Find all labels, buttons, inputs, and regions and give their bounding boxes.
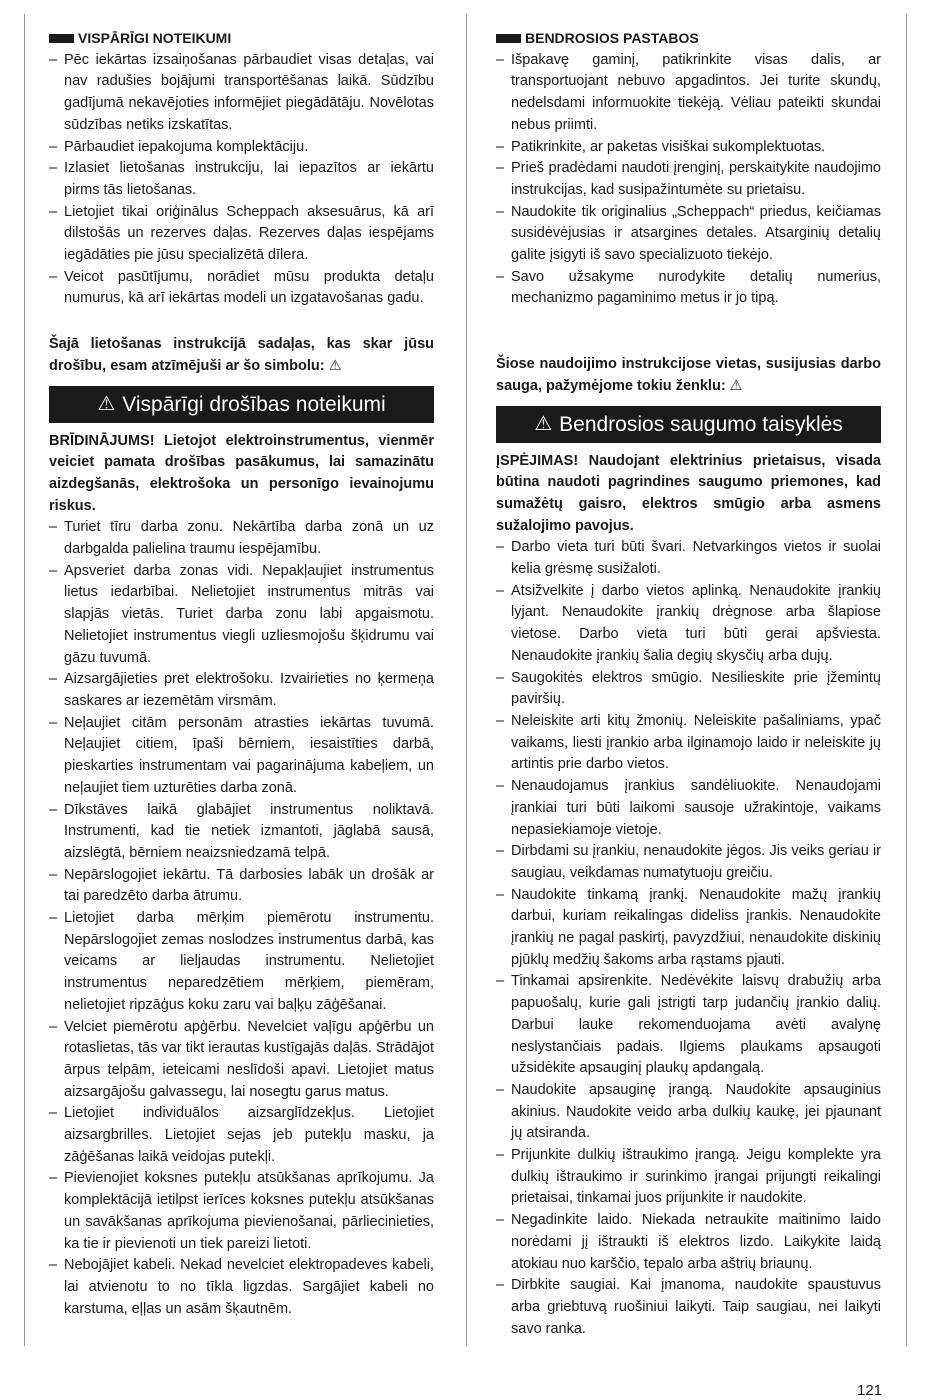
- list-item: – Tinkamai apsirenkite. Nedėvėkite laisvų drabužių arba papuošalų, kurie gali įstrigti tarp judančių įrankio dalių. Darbui lauke rekomenduojama avėti avalynę neslystančiais padais. Ilgiems plaukams apsaugoti užsidėkite apsauginį plaukų apdangalą.: [496, 971, 881, 1080]
- general-rules-heading: [49, 28, 434, 50]
- warning-text: Naudojant elektrinius prietaisus, visada būtina naudoti pagrindines saugumo priemones, kad sumažėtų gaisro, elektros smūgio arba asmens sužalojimo pavojus.: [496, 452, 881, 534]
- list-item: – Prieš pradėdami naudoti įrenginį, perskaitykite naudojimo instrukcijas, kad susipažintumėte su prietaisu.: [496, 158, 881, 201]
- column-divider-rule: [466, 14, 467, 1346]
- list-item: – Nepārslogojiet iekārtu. Tā darbosies labāk un drošāk ar tai paredzēto darba ātrumu.: [49, 865, 434, 908]
- list-item: – Veicot pasūtījumu, norādiet mūsu produkta detaļu numurus, kā arī iekārtas modeli un izgatavošanas gadu.: [49, 267, 434, 310]
- list-item: – Aizsargājieties pret elektrošoku. Izvairieties no ķermeņa saskares ar iezemētām virsmām.: [49, 669, 434, 712]
- list-item: – Velciet piemērotu apģērbu. Nevelciet vaļīgu apģērbu un rotaslietas, tās var tikt ierautas kustīgajās daļās. Strādājot ārpus telpām, ieteicami neslīdoši apavi. Lietojiet matus aizsargājošu galvassegu, lai nosegtu garus matus.: [49, 1017, 434, 1104]
- list-item: – Atsižvelkite į darbo vietos aplinką. Nenaudokite įrankių lyjant. Nenaudokite įrankių drėgnose arba šlapiose vietose. Darbo vieta turi būti gerai apšviesta. Nenaudokite įrankių šalia degių skysčių arba dujų.: [496, 581, 881, 668]
- list-item: – Naudokite tik originalius „Scheppach“ priedus, keičiamas susidėvėjusias ir atsargines detales. Atsarginių detalių galite įsigyti iš savo specializuoto tiekėjo.: [496, 202, 881, 267]
- list-item: – Darbo vieta turi būti švari. Netvarkingos vietos ir suolai kelia grėsmę susižaloti.: [496, 537, 881, 580]
- warning-paragraph: [49, 431, 434, 518]
- general-notes-heading-text: BENDROSIOS PASTABOS: [525, 30, 699, 46]
- general-rules-list: [49, 50, 434, 310]
- list-item: – Nenaudojamus įrankius sandėliuokite. Nenaudojami įrankiai turi būti laikomi sausoje užrakintoje, vaikams nepasiekiamoje vietoje.: [496, 776, 881, 841]
- list-item: – Dirbkite saugiai. Kai įmanoma, naudokite spaustuvus arba griebtuvą ruošiniui laikyti. Taip saugiau, nei laikyti savo ranka.: [496, 1275, 881, 1340]
- lithuanian-column: [496, 28, 881, 1340]
- list-item: – Neļaujiet citām personām atrasties iekārtas tuvumā. Neļaujiet citiem, īpaši bērniem, iesaistīties darbā, pieskarties instrumentam vai pagarinājuma kabeļiem, un neļaujiet tiem uzturēties darba zonā.: [49, 713, 434, 800]
- warning-text: Lietojot elektroinstrumentus, vienmēr veiciet pamata drošības pasākumus, lai samazinātu aizdegšanās, elektrošoka un personīgo ievainojumu riskus.: [49, 432, 434, 514]
- list-item: – Lietojiet individuālos aizsarglīdzekļus. Lietojiet aizsargbrilles. Lietojiet sejas jeb putekļu masku, ja zāģēšanas laikā veidojas putekļi.: [49, 1103, 434, 1168]
- list-item: – Savo užsakyme nurodykite detalių numerius, mechanizmo pagaminimo metus ir jo tipą.: [496, 267, 881, 310]
- warning-lead: ĮSPĖJIMAS!: [496, 452, 579, 469]
- list-item: – Naudokite tinkamą įrankį. Nenaudokite mažų įrankių darbui, kuriam reikalingas dideliss įrankis. Nenaudokite įrankių ne pagal paskirtį, pavyzdžiui, nenaudokite diskinių pjūklų medžių šakoms arba rąstams pjauti.: [496, 885, 881, 972]
- list-item: – Nebojājiet kabeli. Nekad nevelciet elektropadeves kabeli, lai atvienotu to no tīkla ligzdas. Sargājiet kabeli no karstuma, eļļas un asām šķautnēm.: [49, 1255, 434, 1320]
- left-border-rule: [24, 14, 25, 1346]
- list-item: – Saugokitės elektros smūgio. Nesilieskite prie įžemintų paviršių.: [496, 668, 881, 711]
- list-item: – Patikrinkite, ar paketas visiškai sukomplektuotas.: [496, 137, 881, 159]
- warning-lead: BRĪDINĀJUMS!: [49, 432, 155, 449]
- list-item: – Dīkstāves laikā glabājiet instrumentus noliktavā. Instrumenti, kad tie netiek izmantoti, jāglabā sausā, aizslēgtā, bērniem neaizsniedzamā telpā.: [49, 800, 434, 865]
- heading-bar-icon: [496, 34, 521, 43]
- latvian-column: [49, 28, 434, 1320]
- safety-banner: [49, 386, 434, 423]
- list-item: – Prijunkite dulkių ištraukimo įrangą. Jeigu komplekte yra dulkių ištraukimo ir surinkimo įrangai prijungti reikalingi prietaisai, tinkamai juos prijunkite ir naudokite.: [496, 1145, 881, 1210]
- list-item: – Lietojiet tikai oriģinālus Scheppach aksesuārus, kā arī dilstošās un rezerves daļas. Rezerves daļas iespējams iegādāties pie jūsu specializētā dīlera.: [49, 202, 434, 267]
- list-item: – Turiet tīru darba zonu. Nekārtība darba zonā un uz darbgalda palielina traumu iespējamību.: [49, 517, 434, 560]
- safety-banner-title: Bendrosios saugumo taisyklės: [559, 412, 843, 436]
- safety-rules-list: [496, 537, 881, 1340]
- list-item: – Dirbdami su įrankiu, nenaudokite jėgos. Jis veiks geriau ir saugiau, veikdamas numatytuoju greičiu.: [496, 841, 881, 884]
- warning-triangle-icon: ⚠: [534, 412, 553, 435]
- safety-symbol-note: Šiose naudoijimo instrukcijose vietas, susijusias darbo sauga, pažymėjome tokiu ženklu: ⚠: [496, 356, 881, 394]
- list-item: – Pievienojiet koksnes putekļu atsūkšanas aprīkojumu. Ja komplektācijā ietilpst ierīces koksnes putekļu atsūkšanas un savākšanas aprīkojuma pievienošanai, pārliecinieties, ka tie ir pievienoti un tiek pareizi lietoti.: [49, 1168, 434, 1255]
- list-item: – Pēc iekārtas izsaiņošanas pārbaudiet visas detaļas, vai nav radušies bojājumi transportēšanas laikā. Sūdzību gadījumā nekavējoties informējiet piegādātāju. Novēlotas sūdzības netiks izskatītas.: [49, 50, 434, 137]
- list-item: – Pārbaudiet iepakojuma komplektāciju.: [49, 137, 434, 159]
- safety-symbol-note: Šajā lietošanas instrukcijā sadaļas, kas skar jūsu drošību, esam atzīmējuši ar šo simbolu: ⚠: [49, 336, 434, 374]
- heading-bar-icon: [49, 34, 74, 43]
- safety-banner-title: Vispārīgi drošības noteikumi: [122, 392, 386, 416]
- list-item: – Naudokite apsauginę įrangą. Naudokite apsauginius akinius. Naudokite veido arba dulkių kaukę, jei pjaunant jų atsiranda.: [496, 1080, 881, 1145]
- list-item: – Neleiskite arti kitų žmonių. Neleiskite pašaliniams, ypač vaikams, liesti įrankio arba ilginamojo laido ir neleiskite jų artintis prie darbo vietos.: [496, 711, 881, 776]
- general-notes-list: [496, 50, 881, 310]
- warning-triangle-icon: ⚠: [97, 392, 116, 415]
- list-item: – Negadinkite laido. Niekada netraukite maitinimo laido norėdami jį ištraukti iš elektros lizdo. Laikykite laidą atokiau nuo karščio, tepalo arba aštrių briaunų.: [496, 1210, 881, 1275]
- right-border-rule: [906, 14, 907, 1346]
- page-number: 121: [857, 1382, 883, 1399]
- list-item: – Apsveriet darba zonas vidi. Nepakļaujiet instrumentus lietus iedarbībai. Nelietojiet instrumentus mitrās vai slapjās vietās. Turiet darba zonu labi apgaismotu. Nelietojiet instrumentus viegli uzliesmojošu šķidrumu vai gāzu tuvumā.: [49, 561, 434, 670]
- general-rules-heading-text: VISPĀRĪGI NOTEIKUMI: [78, 30, 232, 46]
- list-item: – Izlasiet lietošanas instrukciju, lai iepazītos ar iekārtu pirms tās lietošanas.: [49, 158, 434, 201]
- safety-rules-list: [49, 517, 434, 1320]
- list-item: – Lietojiet darba mērķim piemērotu instrumentu. Nepārslogojiet zemas noslodzes instrumentus darbā, kas veicams ar lieljaudas instrumentu. Nelietojiet instrumentus neparedzētiem mērķiem, piemēram, nelietojiet ripzāģus koku zaru vai baļķu zāģēšanai.: [49, 908, 434, 1017]
- safety-banner: [496, 406, 881, 443]
- general-notes-heading: [496, 28, 881, 50]
- list-item: – Išpakavę gaminį, patikrinkite visas dalis, ar transportuojant nebuvo apgadintos. Jei turite skundų, nedelsdami informuokite tiekėją. Vėliau pateikti skundai nebus priimti.: [496, 50, 881, 137]
- warning-paragraph: [496, 451, 881, 538]
